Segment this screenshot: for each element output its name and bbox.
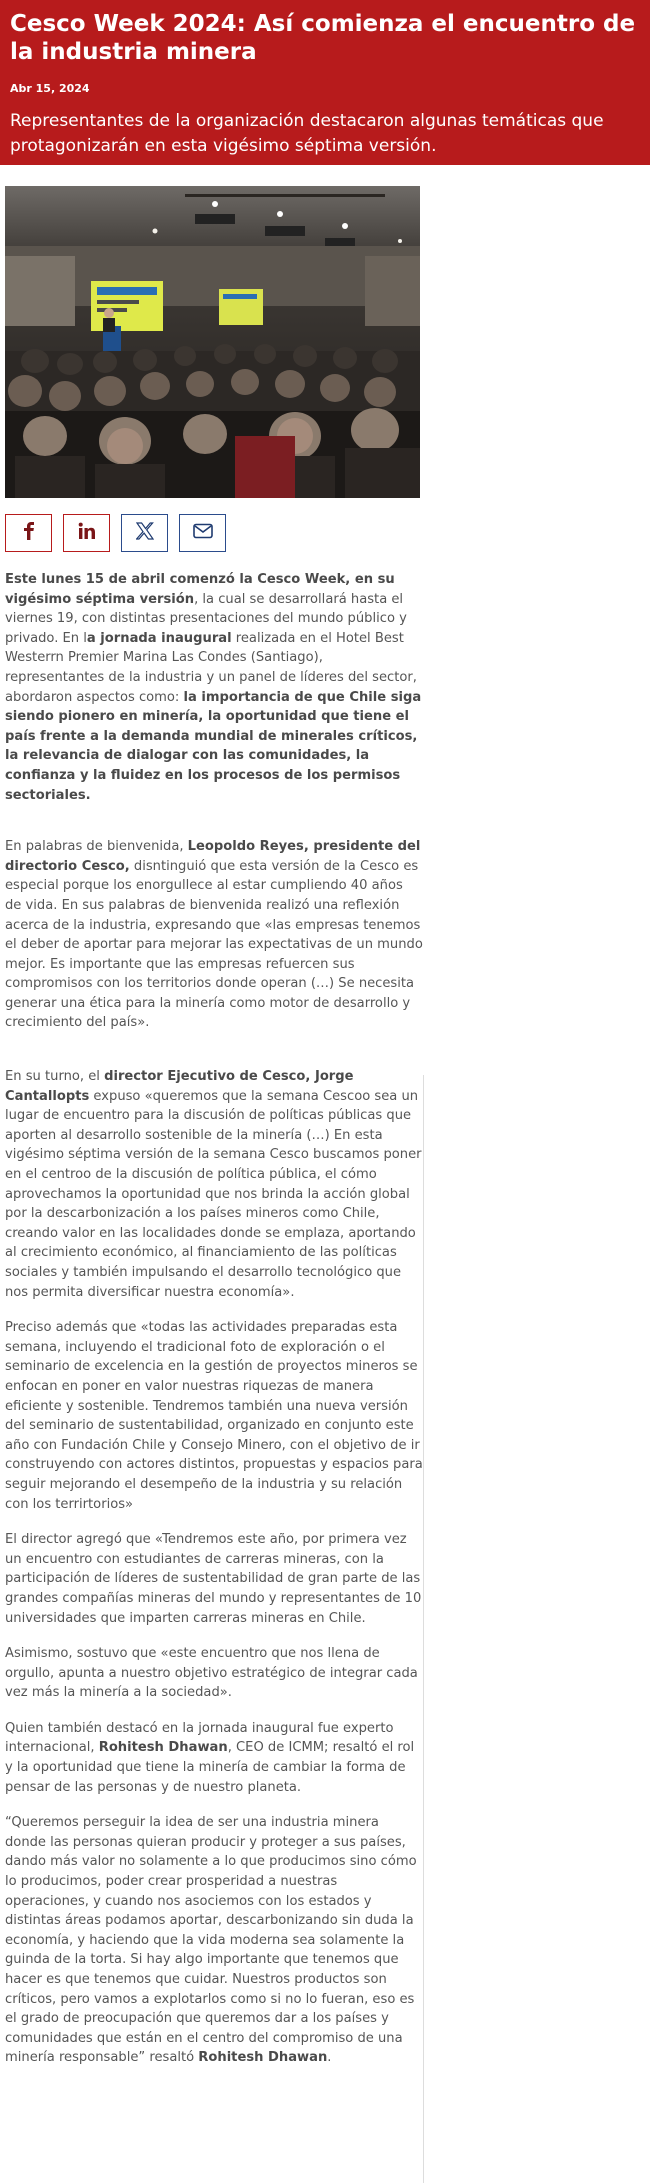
- text: , la cual se desarrollará hasta el viernes 19, con distintas presentaciones del mundo público y privado. En l: [5, 591, 407, 646]
- paragraph-4: Preciso además que «todas las actividades preparadas esta semana, incluyendo el tradicional foto de exploración o el seminario de excelencia en la gestión de proyectos mineros se enfocan en poner en valor nuestras riquezas de manera eficiente y sostenible. Tendremos también una nueva versión del seminario de sustentabilidad, organizado en conjunto este año con Fundación Chile y Consejo Minero, con el objetivo de ir construyendo con actores distintos, propuestas y espacios para seguir mejorando el desempeño de la industria y su relación con los terrirtorios»: [5, 1320, 423, 1512]
- bold-text: Este lunes 15 de abril comenzó la Cesco Week, en su vigésimo séptima versión: [5, 572, 395, 607]
- share-bar: [5, 514, 226, 552]
- text: , CEO de ICMM; resaltó el rol y la oportunidad que tiene la minería de cambiar la forma de pensar de las personas y de nuestro planeta.: [5, 1740, 415, 1795]
- paragraph-3: [5, 1067, 423, 1302]
- bold-text: a jornada inaugural: [86, 630, 232, 646]
- facebook-icon: [22, 522, 36, 544]
- text: disntinguió que esta versión de la Cesco es especial porque los enorgullece al estar cumpliendo 40 años de vida. En sus palabras de bienvenida realizó una reflexión acerca de la industria, expresando que «las empresas tenemos el deber de aportar para mejorar las expectativas de un mundo mejor. Es importante que las empresas refuercen sus compromisos con los territorios donde operan (…) Se necesita generar una ética para la minería como motor de desarrollo y crecimiento del país».: [5, 858, 423, 1031]
- linkedin-icon: [78, 522, 96, 544]
- bold-text: Rohitesh Dhawan: [198, 2050, 328, 2066]
- text: realizada en el Hotel Best Westerrn Premier Marina Las Condes (Santiago), representantes de la industria y un panel de líderes del sector, abordaron aspectos como:: [5, 630, 417, 705]
- column-divider: [423, 1075, 424, 2183]
- text: .: [327, 2050, 332, 2066]
- paragraph-6: Asimismo, sostuvo que «este encuentro que nos llena de orgullo, apunta a nuestro objetivo estratégico de integrar cada vez más la minería a la sociedad».: [5, 1646, 418, 1701]
- paragraph-1: [5, 570, 423, 805]
- bold-text: Leopoldo Reyes, presidente del directorio Cesco,: [5, 839, 421, 874]
- text: En su turno, el: [5, 1069, 105, 1085]
- event-photo: [5, 186, 420, 498]
- text: Quien también destacó en la jornada inaugural fue experto internacional,: [5, 1720, 394, 1756]
- text: En palabras de bienvenida,: [5, 839, 188, 855]
- share-x-button[interactable]: [121, 514, 168, 552]
- share-linkedin-button[interactable]: [63, 514, 110, 552]
- paragraph-5: El director agregó que «Tendremos este año, por primera vez un encuentro con estudiantes de carreras mineras, con la participación de líderes de sustentabilidad de gran parte de las grandes compañías mineras del mundo y representantes de 10 universidades que imparten carreras mineras en Chile.: [5, 1532, 422, 1626]
- article-title: Cesco Week 2024: Así comienza el encuentro de la industria minera: [10, 11, 636, 65]
- share-facebook-button[interactable]: [5, 514, 52, 552]
- header-decoration: [430, 165, 650, 173]
- conference-audience-image: [5, 186, 420, 498]
- paragraph-7: [5, 1719, 423, 1797]
- text: expuso «queremos que la semana Cescoo sea un lugar de encuentro para la discusión de políticas públicas que aporten al desarrollo sostenible de la minería (…) En esta vigésimo séptima versión de la semana Cesco buscamos poner en el centroo de la discusión de política pública, el cómo aprovechamos la oportunidad que nos brinda la acción global por la descarbonización a los países mineros como Chile, creando valor en las localidades donde se emplaza, aportando al crecimiento económico, al financiamiento de las políticas sociales y también impulsando el desarrollo tecnológico que nos permita diversificar nuestra economía».: [5, 1088, 422, 1300]
- bold-text: la importancia de que Chile siga siendo pionero en minería, la oportunidad que tiene el país frente a la demanda mundial de minerales críticos, la relevancia de dialogar con las comunidades, la confianza y la fluidez en los procesos de los permisos sectoriales.: [5, 689, 422, 803]
- article-header: [0, 0, 650, 165]
- text: “Queremos perseguir la idea de ser una industria minera donde las personas quieran producir y proteger a sus países, dando más valor no solamente a lo que producimos sino cómo lo producimos, poder crear prosperidad a nuestras operaciones, y cuando nos asociemos con los estados y distintas áreas podamos aportar, descarbonizando sin duda la economía, y haciendo que la vida moderna sea solamente la guinda de la torta. Si hay algo importante que tenemos que hacer es que tenemos que cuidar. Nuestros productos son críticos, pero vamos a explotarlos como si no lo fueran, eso es el grado de preocupación que queremos dar a los países y comunidades que están en el centro del compromiso de una minería responsable” resaltó: [5, 1815, 417, 2066]
- publish-date: Abr 15, 2024: [10, 82, 90, 95]
- paragraph-2: [5, 837, 423, 1033]
- mail-icon: [193, 523, 213, 543]
- article-body: [5, 570, 423, 2084]
- article-subtitle: Representantes de la organización destacaron algunas temáticas que protagonizarán en esta vigésimo séptima versión.: [10, 111, 604, 156]
- bold-text: Rohitesh Dhawan: [98, 1740, 228, 1756]
- paragraph-8: [5, 1813, 423, 2068]
- x-icon: [136, 522, 154, 544]
- share-email-button[interactable]: [179, 514, 226, 552]
- bold-text: director Ejecutivo de Cesco, Jorge Cantallopts: [5, 1069, 354, 1104]
